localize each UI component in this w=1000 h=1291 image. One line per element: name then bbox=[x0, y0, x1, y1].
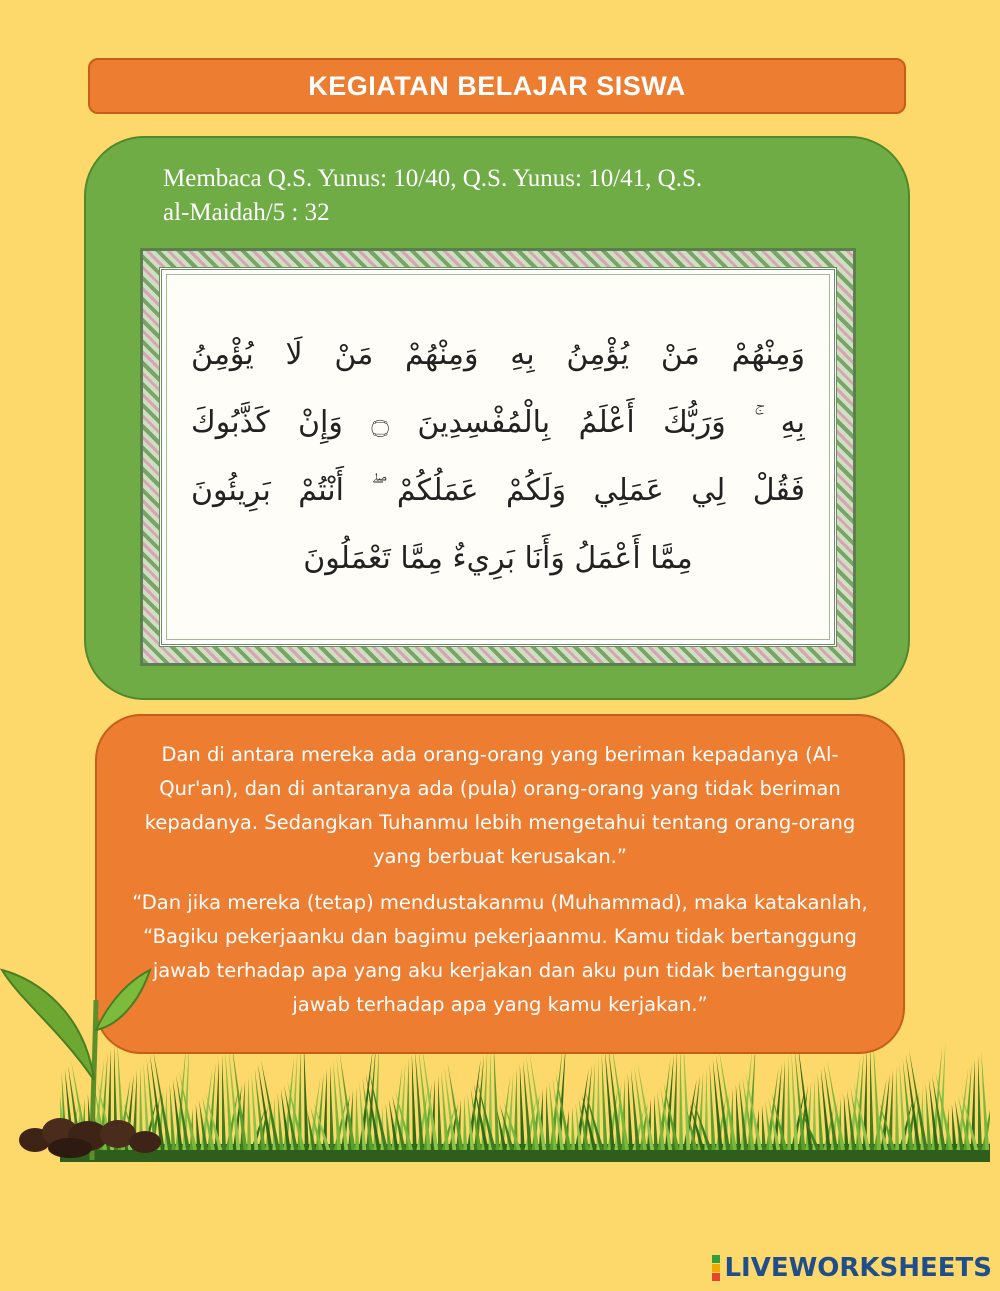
grass-blade bbox=[463, 1096, 467, 1150]
liveworksheets-logo bbox=[712, 1253, 992, 1283]
translation-paragraph-1: Dan di antara mereka ada orang-orang yang beriman kepadanya (Al-Qur'an), dan di antaranya ada (pula) orang-orang yang tidak beriman kepadanya. Sedangkan Tuhanmu lebih mengetahui tentang orang-orang yang berbuat kerusakan.” bbox=[144, 743, 856, 868]
verse-line-1: وَمِنْهُمْ مَنْ يُؤْمِنُ بِهِ وَمِنْهُمْ مَنْ لَا يُؤْمِنُ bbox=[191, 337, 805, 372]
verse-ornamental-frame bbox=[140, 248, 856, 666]
grass-blade bbox=[899, 1062, 906, 1150]
grass-blade bbox=[981, 1051, 989, 1150]
grass-blade bbox=[222, 1055, 226, 1150]
grass-blade bbox=[602, 1053, 608, 1150]
grass-blade bbox=[355, 1086, 359, 1150]
grass-blade bbox=[571, 1106, 575, 1150]
grass-blade bbox=[679, 1046, 683, 1150]
grass-blade bbox=[978, 1055, 982, 1150]
grass-blade bbox=[710, 1063, 716, 1150]
verse-line-3: فَقُلْ لِي عَمَلِي وَلَكُمْ عَمَلُكُمْ ۖ أَنْتُمْ بَرِيئُونَ bbox=[191, 473, 805, 508]
grass-blade bbox=[762, 1105, 766, 1150]
sprout-decoration bbox=[0, 960, 170, 1160]
verse-frame-inner bbox=[159, 267, 837, 647]
grass-blade bbox=[870, 1045, 874, 1150]
instruction-line-2: al-Maidah/5 : 32 bbox=[163, 199, 330, 226]
grass-blade bbox=[441, 1071, 449, 1150]
grass-blade bbox=[196, 1104, 201, 1150]
grass-blade bbox=[873, 1041, 881, 1150]
grass-blade bbox=[415, 1050, 424, 1150]
grass-blade bbox=[251, 1072, 258, 1150]
grass-blade bbox=[787, 1056, 791, 1150]
arabic-verse bbox=[166, 274, 830, 640]
grass-blade bbox=[494, 1043, 500, 1150]
page-title: KEGIATAN BELAJAR SISWA bbox=[308, 70, 686, 101]
grass-blade bbox=[523, 1060, 532, 1150]
grass-blade bbox=[895, 1066, 899, 1150]
grass-blade bbox=[438, 1075, 442, 1150]
grass-blade bbox=[952, 1104, 957, 1150]
reading-instruction bbox=[163, 162, 843, 230]
logo-blocks-icon bbox=[712, 1255, 720, 1281]
grass-blade bbox=[247, 1076, 251, 1150]
instruction-line-1: Membaca Q.S. Yunus: 10/40, Q.S. Yunus: 10/41, Q.S. bbox=[163, 165, 703, 192]
grass-blade bbox=[546, 1085, 550, 1150]
grass-blade bbox=[631, 1070, 640, 1150]
logo-text: LIVEWORKSHEETS bbox=[724, 1253, 992, 1283]
grass-blade bbox=[330, 1065, 334, 1150]
verse-line-4: مِمَّا أَعْمَلُ وَأَنَا بَرِيءٌ مِمَّا تَعْمَلُونَ bbox=[303, 541, 693, 576]
verse-line-2: بِهِ ۚ وَرَبُّكَ أَعْلَمُ بِالْمُفْسِدِينَ ۝ وَإِنْ كَذَّبُوكَ bbox=[191, 405, 805, 440]
grass-blade bbox=[304, 1044, 309, 1150]
grass-blade bbox=[654, 1095, 658, 1150]
translation-panel bbox=[95, 714, 905, 1054]
grass-blade bbox=[225, 1051, 233, 1150]
grass-blade bbox=[683, 1042, 690, 1150]
grass-decoration bbox=[60, 1040, 990, 1162]
translation-paragraph-2: “Dan jika mereka (tetap) mendustakanmu (Muhammad), maka katakanlah, “Bagiku pekerjaanku dan bagimu pekerjaanmu. Kamu tidak bertanggung jawab terhadap apa yang aku kerjakan dan aku pun tidak bertanggung jawab terhadap apa yang kamu kerjakan.” bbox=[132, 891, 868, 1016]
title-banner bbox=[88, 58, 906, 114]
grass-blade bbox=[791, 1052, 798, 1150]
grass-blade bbox=[333, 1061, 341, 1150]
